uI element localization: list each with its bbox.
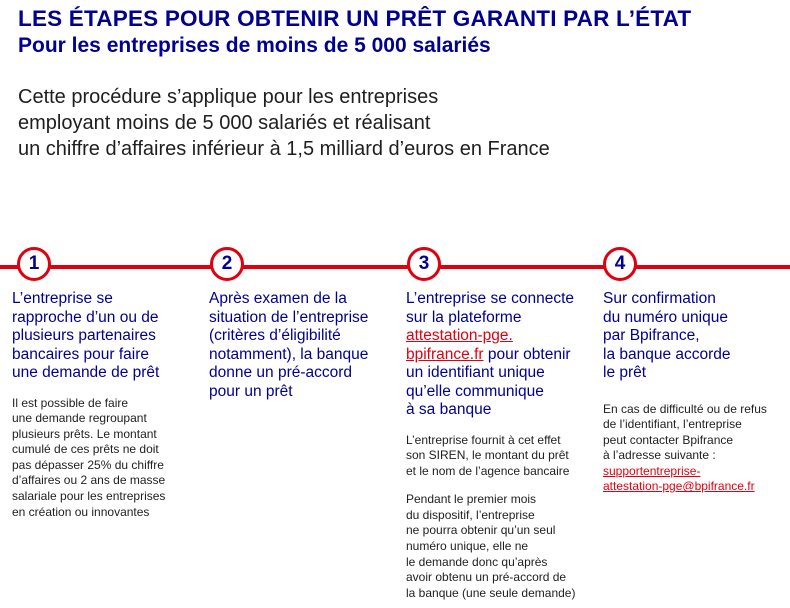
step-1-detail-line: pas dépasser 25% du chiffre xyxy=(12,457,164,472)
support-email-link-part[interactable]: supportentreprise- xyxy=(603,463,701,478)
step-3-detail-line: son SIREN, le montant du prêt xyxy=(406,448,569,463)
step-1 xyxy=(12,290,202,520)
step-2-heading-line: (critères d’éligibilité xyxy=(209,327,341,344)
step-2 xyxy=(209,290,401,401)
step-3-heading xyxy=(406,290,596,420)
step-2-number: 2 xyxy=(210,247,244,281)
step-1-heading-line: une demande de prêt xyxy=(12,364,160,381)
step-3-heading-line: sur la plateforme xyxy=(406,308,522,326)
step-4-detail-line: peut contacter Bpifrance xyxy=(603,432,734,447)
step-4-heading-line: le prêt xyxy=(603,364,647,381)
step-3-heading-line: à sa banque xyxy=(406,401,492,418)
page-subtitle: Pour les entreprises de moins de 5 000 salariés xyxy=(18,34,491,57)
step-4-number: 4 xyxy=(603,247,637,281)
step-3-detail-2 xyxy=(406,492,596,601)
step-3-number: 3 xyxy=(407,247,441,281)
step-4-heading xyxy=(603,290,785,383)
step-4-detail-line: à l’adresse suivante : xyxy=(603,448,716,463)
support-email-link[interactable] xyxy=(603,464,785,480)
step-3-detail-line: et le nom de l’agence bancaire xyxy=(406,463,570,478)
step-3-heading-line: L’entreprise se connecte xyxy=(406,290,575,307)
step-3-detail-1 xyxy=(406,433,596,480)
step-2-heading-line: pour un prêt xyxy=(209,382,293,400)
step-3-detail-line: ne pourra obtenir qu’un seul xyxy=(406,523,556,538)
step-1-detail-line: en création ou innovantes xyxy=(12,504,150,519)
intro-line: employant moins de 5 000 salariés et réalisant xyxy=(18,112,431,134)
step-3-detail-line: la banque (une seule demande) xyxy=(406,585,576,600)
step-2-heading-line: notamment), la banque xyxy=(209,345,369,363)
step-3 xyxy=(406,290,596,601)
step-1-detail-line: salariale pour les entreprises xyxy=(12,489,166,504)
step-1-heading-line: rapproche d’un ou de xyxy=(12,308,159,326)
step-2-heading-line: donne un pré-accord xyxy=(209,364,353,381)
step-4-heading-line: du numéro unique xyxy=(603,308,728,326)
step-1-heading-line: plusieurs partenaires xyxy=(12,327,156,344)
step-1-heading-line: L’entreprise se xyxy=(12,290,113,307)
step-1-detail-line: d’affaires ou 2 ans de masse xyxy=(12,473,166,488)
step-4-heading-line: Sur confirmation xyxy=(603,290,716,307)
intro-line: Cette procédure s’applique pour les entreprises xyxy=(18,86,439,108)
intro-paragraph xyxy=(18,84,550,162)
step-4-heading-line: par Bpifrance, xyxy=(603,327,700,344)
step-3-detail-line: Pendant le premier mois xyxy=(406,492,537,507)
step-2-heading-line: situation de l’entreprise xyxy=(209,308,369,326)
page-title: LES ÉTAPES POUR OBTENIR UN PRÊT GARANTI PAR L’ÉTAT xyxy=(18,6,692,31)
step-4-detail-line: de l’identifiant, l’entreprise xyxy=(603,417,742,432)
step-3-heading-line xyxy=(406,346,596,365)
step-1-detail-line: plusieurs prêts. Le montant xyxy=(12,426,157,441)
step-1-detail-line: Il est possible de faire xyxy=(12,395,129,410)
step-3-detail-line: le demande donc qu’après xyxy=(406,554,548,569)
step-2-heading-line: Après examen de la xyxy=(209,290,347,307)
platform-link-domain[interactable]: bpifrance.fr xyxy=(406,345,484,363)
step-1-heading-line: bancaires pour faire xyxy=(12,345,149,363)
step-4-detail-line: En cas de difficulté ou de refus xyxy=(603,401,767,416)
step-1-detail-line: une demande regroupant xyxy=(12,411,147,426)
step-3-heading-line: un identifiant unique xyxy=(406,364,545,381)
step-1-detail xyxy=(12,396,202,521)
step-3-detail-line: L’entreprise fournit à cet effet xyxy=(406,432,561,447)
step-2-heading xyxy=(209,290,401,401)
intro-line: un chiffre d’affaires inférieur à 1,5 milliard d’euros en France xyxy=(18,138,550,160)
step-4-detail xyxy=(603,402,785,496)
support-email-link-part[interactable]: attestation-pge@bpifrance.fr xyxy=(603,479,755,494)
step-1-detail-line: cumulé de ces prêts ne doit xyxy=(12,442,159,457)
step-3-heading-text: pour obtenir xyxy=(483,345,571,363)
step-4-heading-line: la banque accorde xyxy=(603,345,731,363)
step-1-heading xyxy=(12,290,202,383)
timeline-line xyxy=(0,265,790,269)
step-3-detail-line: du dispositif, l’entreprise xyxy=(406,507,535,522)
step-4 xyxy=(603,290,785,495)
step-1-number: 1 xyxy=(17,247,51,281)
step-3-heading-line: qu’elle communique xyxy=(406,382,544,400)
step-3-detail-line: avoir obtenu un pré-accord de xyxy=(406,570,567,585)
support-email-link[interactable] xyxy=(603,479,785,495)
step-3-detail-line: numéro unique, elle ne xyxy=(406,539,529,554)
platform-link[interactable]: attestation-pge. xyxy=(406,327,513,344)
step-3-heading-line xyxy=(406,327,596,346)
